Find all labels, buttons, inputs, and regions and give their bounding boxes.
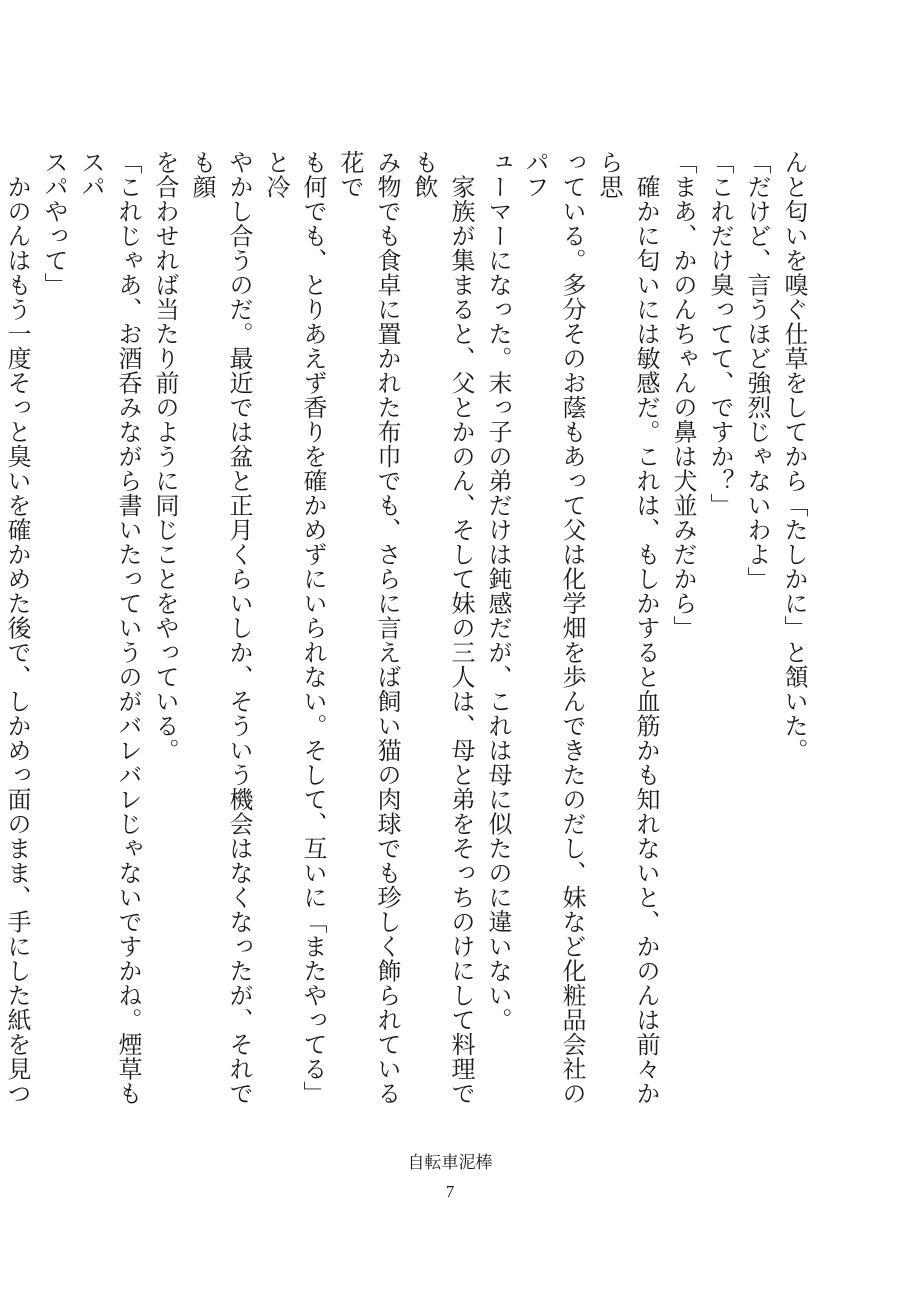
text-line: スパやって」	[40, 150, 68, 297]
text-line: 確かに匂いには敏感だ。これは、もしかすると血筋かも知れないと、かのんは前々から思	[595, 150, 660, 1106]
text-line: 「まあ、かのんちゃんの鼻は犬並みだから」	[669, 150, 697, 640]
page-number: 7	[445, 1182, 455, 1201]
text-line: 「これじゃあ、お酒呑みながら書いたっていうのがバレバレじゃないですかね。煙草もスパ	[77, 150, 142, 1106]
text-line: 家族が集まると、父とかのん、そして妹の三人は、母と弟をそっちのけにして料理でも飲	[410, 150, 475, 1106]
text-line: 「だけど、言うほど強烈じゃないわよ」	[743, 150, 771, 591]
text-line: も何でも、とりあえず香りを確かめずにいられない。そして、互いに「またやってる」と冷	[262, 150, 327, 1106]
vertical-body-text	[0, 150, 812, 1110]
text-line: っている。多分そのお蔭もあって父は化学畑を歩んできたのだし、妹など化粧品会社のパフ	[521, 150, 586, 1106]
text-line: ューマーになった。末っ子の弟だけは鈍感だが、これは母に似たのに違いない。	[484, 150, 512, 1032]
book-title: 自転車泥棒	[407, 1153, 493, 1173]
text-line: を合わせれば当たり前のように同じことをやっている。	[151, 150, 179, 763]
text-line: 「これだけ臭ってて、ですか？」	[706, 150, 734, 518]
text-line: やかし合うのだ。最近では盆と正月くらいしか、そういう機会はなくなったが、それでも顔	[188, 150, 253, 1106]
text-line: んと匂いを嗅ぐ仕草をしてから「たしかに」と頷いた。	[780, 150, 808, 763]
text-line: み物でも食卓に置かれた布巾でも、さらに言えば飼い猫の肉球でも珍しく飾られている花で	[336, 150, 401, 1106]
text-line: かのんはもう一度そっと臭いを確かめた後で、しかめっ面のまま、手にした紙を見つ	[3, 174, 31, 1106]
